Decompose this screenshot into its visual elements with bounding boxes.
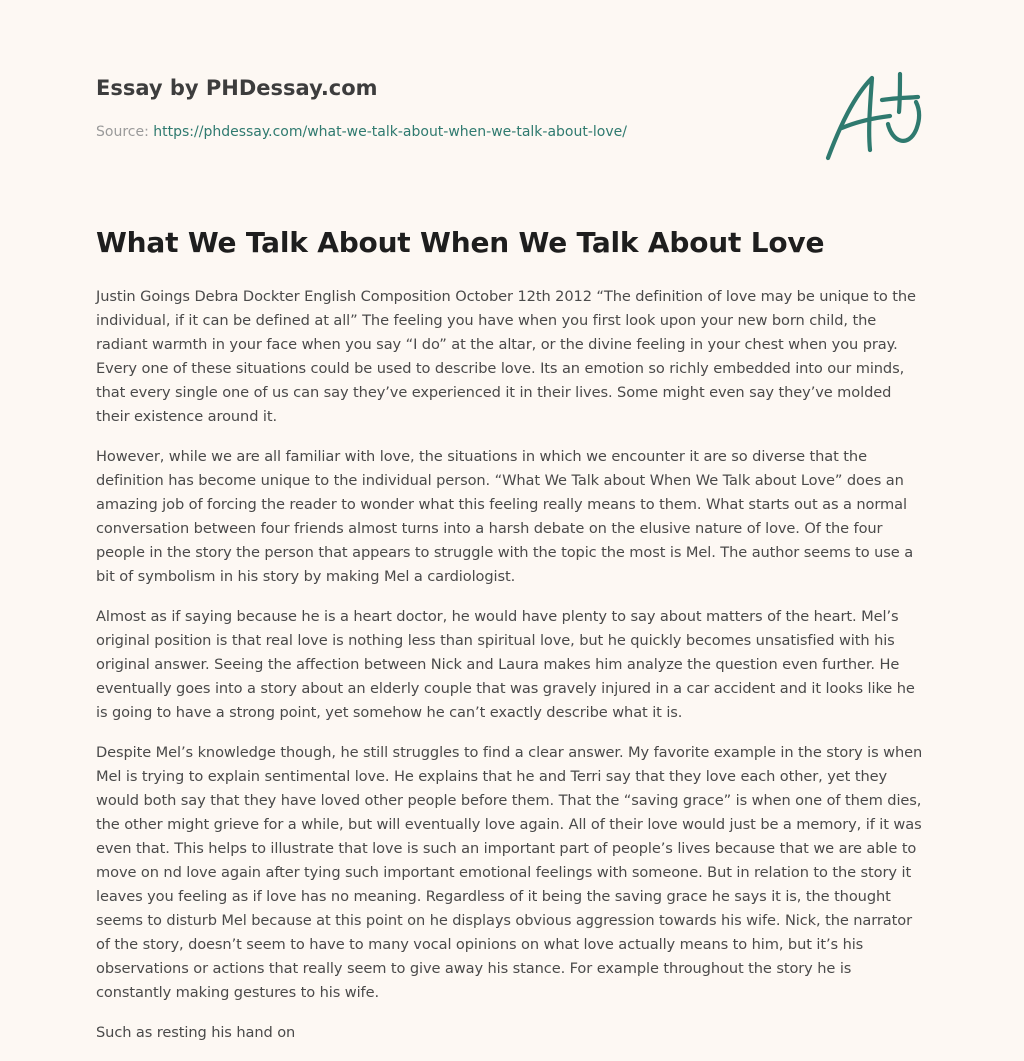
essay-paragraph: Almost as if saying because he is a heart doctor, he would have plenty to say about matters of the heart. Mel’s original position is that real love is nothing less than spiritual love, but he quickly becomes unsatisfied with his original answer. Seeing the affection between Nick and Laura makes him analyze the question even further. He eventually goes into a story about an elderly couple that was gravely injured in a car accident and it looks like he is going to have a strong point, yet somehow he can’t exactly describe what it is. [96,608,915,721]
essay-body [96,285,928,1061]
a-plus-logo-icon [820,66,928,166]
site-brand: Essay by PHDessay.com [96,76,378,100]
source-line [96,124,627,140]
source-label: Source: [96,124,149,140]
essay-paragraph: However, while we are all familiar with love, the situations in which we encounter it are so diverse that the definition has become unique to the individual person. “What We Talk about When We Talk about Love” does an amazing job of forcing the reader to wonder what this feeling really means to them. What starts out as a normal conversation between four friends almost turns into a harsh debate on the elusive nature of love. Of the four people in the story the person that appears to struggle with the topic the most is Mel. The author seems to use a bit of symbolism in his story by making Mel a cardiologist. [96,448,914,585]
essay-paragraph: Such as resting his hand on [96,1024,296,1041]
essay-paragraph: Despite Mel’s knowledge though, he still struggles to find a clear answer. My favorite example in the story is when Mel is trying to explain sentimental love. He explains that he and Terri say that they love each other, yet they would both say that they have loved other people before them. That the “saving grace” is when one of them dies, the other might grieve for a while, but will eventually love again. All of their love would just be a memory, if it was even that. This helps to illustrate that love is such an important part of people’s lives because that we are able to move on nd love again after tying such important emotional feelings with someone. But in relation to the story it leaves you feeling as if love has no meaning. Regardless of it being the saving grace he says it is, the thought seems to disturb Mel because at this point on he displays obvious aggression towards his wife. Nick, the narrator of the story, doesn’t seem to have to many vocal opinions on what love actually means to him, but it’s his observations or actions that really seem to give away his stance. For example throughout the story he is constantly making gestures to his wife. [96,744,923,1001]
essay-paragraph: Justin Goings Debra Dockter English Composition October 12th 2012 “The definition of love may be unique to the individual, if it can be defined at all” The feeling you have when you first look upon your new born child, the radiant warmth in your face when you say “I do” at the altar, or the divine feeling in your chest when you pray. Every one of these situations could be used to describe love. Its an emotion so richly embedded into our minds, that every single one of us can say they’ve experienced it in their lives. Some might even say they’ve molded their existence around it. [96,288,916,425]
source-link[interactable]: https://phdessay.com/what-we-talk-about-when-we-talk-about-love/ [153,124,627,140]
essay-title: What We Talk About When We Talk About Love [96,226,825,259]
